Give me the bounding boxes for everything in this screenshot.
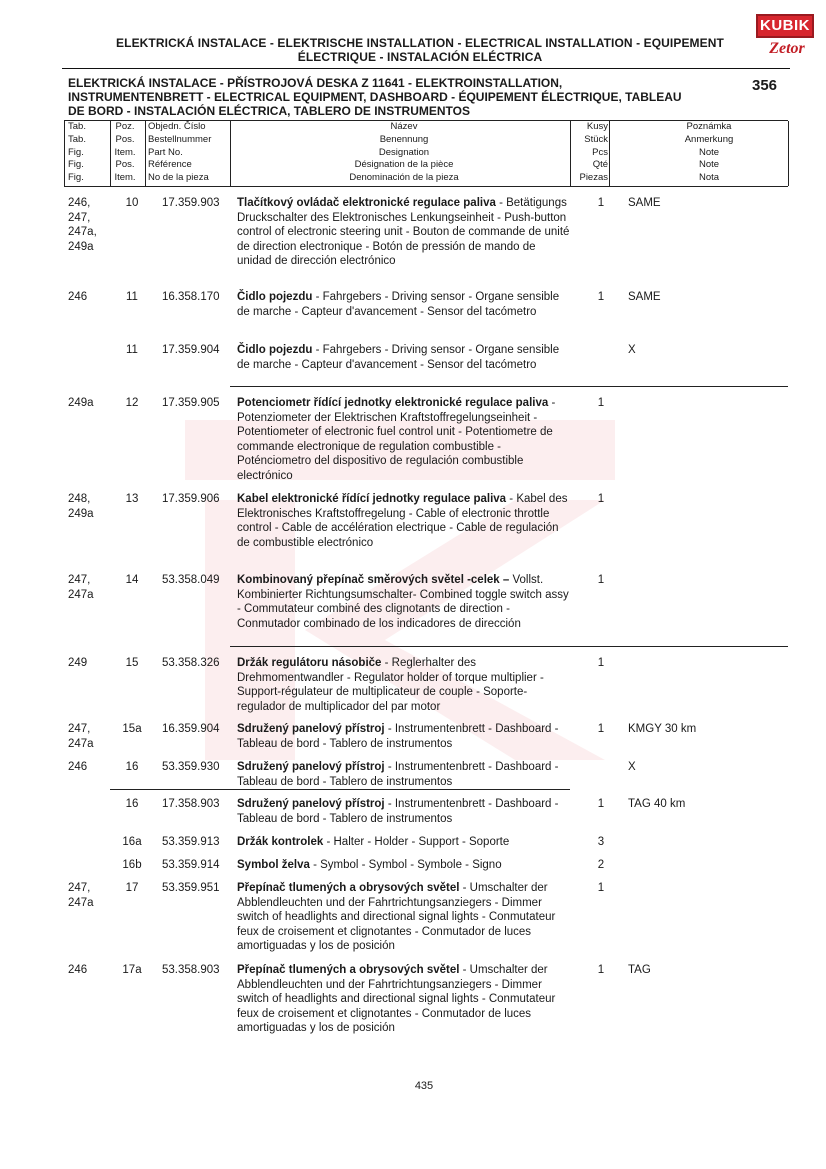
row-description-translations: - Kabel des Elektronisches Kraftstoffregelung - Cable of electronic throttle control - Cable de accélération electrique - Cable de regulación de combustible electrónico (237, 493, 568, 549)
column-header-fig (68, 121, 86, 185)
column-header-name-line: Název (390, 121, 418, 132)
row-description-czech: Tlačítkový ovládač elektronické regulace paliva (237, 197, 496, 209)
column-header-pos-line: Item. (114, 146, 136, 158)
row-part-number: 53.358.326 (162, 657, 220, 669)
column-header-note-line: Nota (698, 172, 720, 184)
row-description (237, 492, 573, 550)
row-position: 16a (122, 836, 142, 848)
kubik-zetor-logo (756, 14, 814, 64)
column-header-pos-line: Item. (114, 172, 136, 184)
section-title-line-2: INSTRUMENTENBRETT - ELECTRICAL EQUIPMENT, DASHBOARD - ÉQUIPEMENT ÉLECTRIQUE, TABLEAU (68, 90, 682, 104)
header-divider (62, 68, 790, 69)
row-fig: 247, 247a (68, 574, 94, 601)
column-header-name-line: Designation (378, 146, 430, 158)
row-part-number: 53.358.049 (162, 574, 220, 586)
kubik-logo: KUBIK (756, 14, 814, 38)
row-position: 14 (125, 574, 139, 586)
table-header-bottom-rule (64, 186, 788, 187)
row-note: KMGY 30 km (628, 723, 697, 735)
row-fig: 246 (68, 964, 88, 976)
row-description-translations: - Symbol - Symbol - Symbole - Signo (309, 859, 502, 871)
column-header-name-line: Denominación de la pieza (349, 172, 459, 184)
column-header-name-line: Benennung (379, 133, 429, 145)
row-description (237, 656, 573, 714)
column-header-note-line: Note (698, 159, 720, 171)
row-part-number: 17.359.903 (162, 197, 220, 209)
row-description-translations: - Betätigungs Druckschalter des Elektronisches Lenkungseinheit - Push-button control of electronic steering unit - Bouton de commande de unité de direction electronique - Botón de pressión de mando de unidad de dirección electrónico (237, 197, 570, 268)
column-header-name (234, 121, 574, 185)
row-description (237, 722, 573, 751)
row-part-number: 53.359.951 (162, 882, 220, 894)
row-description-czech: Potenciometr řídící jednotky elektronické regulace paliva (237, 397, 549, 409)
row-position: 15 (125, 657, 139, 669)
row-position: 16b (122, 859, 142, 871)
row-quantity: 1 (597, 197, 605, 209)
row-quantity: 1 (597, 493, 605, 505)
column-header-pos-line: Poz. (115, 121, 135, 132)
row-description-translations: - Fahrgebers - Driving sensor - Organe sensible de marche - Capteur d'avancement - Sensor del tacómetro (237, 291, 560, 318)
row-description (237, 881, 573, 954)
row-part-number: 16.359.904 (162, 723, 220, 735)
row-description-czech: Sdružený panelový přístroj (237, 761, 385, 773)
document-header (60, 36, 780, 64)
row-description-czech: Držák kontrolek (237, 836, 324, 848)
row-description (237, 797, 573, 826)
row-part-number: 17.359.905 (162, 397, 220, 409)
row-fig: 246 (68, 291, 88, 303)
column-header-part-line: Part No. (148, 146, 183, 158)
row-fig: 246, 247, 247a, 249a (68, 197, 97, 253)
row-description (237, 858, 573, 873)
row-description-czech: Sdružený panelový přístroj (237, 798, 385, 810)
column-header-fig-line: Tab. (68, 121, 86, 132)
row-position: 16 (125, 798, 139, 810)
section-title (68, 76, 748, 118)
column-header-note-line: Anmerkung (684, 133, 734, 145)
group-separator (230, 386, 788, 387)
section-title-line-3: DE BORD - INSTALACIÓN ELÉCTRICA, TABLERO DE INSTRUMENTOS (68, 104, 470, 118)
row-description-czech: Kabel elektronické řídící jednotky regulace paliva (237, 493, 507, 505)
row-quantity: 1 (597, 964, 605, 976)
row-fig: 249 (68, 657, 88, 669)
column-header-fig-line: Fig. (68, 146, 84, 158)
row-position: 17a (122, 964, 142, 976)
header-line-1: ELEKTRICKÁ INSTALACE - ELEKTRISCHE INSTALLATION - ELECTRICAL INSTALLATION - EQUIPEMENT (116, 36, 724, 50)
row-description-translations: - Potenziometer der Elektrischen Kraftstoffregelungseinheit - Potentiometer of electronic fuel control unit - Potentiometre de commande electronique de regulation combustible - Poténciometro del dispositivo de regulación combustible electrónico (237, 397, 556, 482)
row-position: 11 (126, 291, 138, 303)
row-quantity: 1 (597, 397, 605, 409)
row-description (237, 963, 573, 1036)
column-header-name-line: Désignation de la pièce (354, 159, 454, 171)
row-description-translations: Vollst. Kombinierter Richtungsumschalter- Combined toggle switch assy - Commutateur combiné des clignotants de direction - Conmutador combinado de los indicadores de dirección (237, 574, 569, 630)
row-position: 13 (125, 493, 139, 505)
row-quantity: 1 (597, 291, 605, 303)
row-quantity: 2 (597, 859, 605, 871)
column-header-qty (568, 121, 608, 185)
row-description-czech: Symbol želva (237, 859, 310, 871)
row-description (237, 573, 573, 631)
row-description-czech: Držák regulátoru násobiče (237, 657, 382, 669)
column-header-pos (112, 121, 138, 185)
row-description (237, 196, 573, 269)
row-note: TAG (628, 964, 651, 976)
header-line-2: ÉLECTRIQUE - INSTALACIÓN ELÉCTRICA (297, 50, 543, 64)
row-description-czech: Kombinovaný přepínač směrových světel -celek – (237, 574, 510, 586)
column-header-qty-line: Pcs (592, 146, 608, 158)
row-description-translations: - Fahrgebers - Driving sensor - Organe sensible de marche - Capteur d'avancement - Sensor del tacómetro (237, 344, 560, 371)
row-quantity: 1 (597, 882, 605, 894)
row-description-czech: Sdružený panelový přístroj (237, 723, 385, 735)
row-description-translations: - Instrumentenbrett - Dashboard - Tableau de bord - Tablero de instrumentos (237, 798, 559, 825)
row-part-number: 16.358.170 (162, 291, 220, 303)
column-header-note-line: Poznámka (686, 121, 732, 132)
row-description (237, 396, 573, 484)
row-part-number: 17.358.903 (162, 798, 220, 810)
row-description-czech: Přepínač tlumených a obrysových světel (237, 964, 460, 976)
row-description-translations: - Halter - Holder - Support - Soporte (323, 836, 510, 848)
column-header-fig-line: Tab. (68, 133, 86, 145)
row-description (237, 343, 573, 372)
row-fig: 249a (68, 397, 94, 409)
row-description (237, 290, 573, 319)
column-header-qty-line: Piezas (579, 172, 608, 184)
row-fig: 247, 247a (68, 882, 94, 909)
row-description-czech: Čidlo pojezdu (237, 291, 313, 303)
row-description-czech: Čidlo pojezdu (237, 344, 313, 356)
row-description (237, 835, 573, 850)
group-separator (230, 646, 788, 647)
column-header-fig-line: Fig. (68, 159, 84, 171)
row-position: 12 (125, 397, 139, 409)
col-divider (788, 121, 789, 186)
row-description-translations: - Umschalter der Abblendleuchten und der Fahrtrichtungsanziegers - Dimmer switch of headlights and directional signal lights - Conmutateur feux de croisement et clignotantes - Conmutador de luces amortiguadas y los de posición (237, 882, 556, 953)
column-header-pos-line: Pos. (115, 133, 135, 145)
row-position: 10 (125, 197, 139, 209)
section-title-line-1: ELEKTRICKÁ INSTALACE - PŘÍSTROJOVÁ DESKA Z 11641 - ELEKTROINSTALLATION, (68, 76, 563, 90)
column-header-part-line: Objedn. Číslo (148, 121, 206, 132)
column-header-qty-line: Kusy (586, 121, 608, 132)
row-note: SAME (628, 291, 661, 303)
row-part-number: 53.359.913 (162, 836, 220, 848)
row-quantity: 1 (597, 723, 605, 735)
row-quantity: 1 (597, 574, 605, 586)
table-column-header (64, 121, 788, 186)
row-note: X (628, 344, 636, 356)
row-quantity: 3 (597, 836, 605, 848)
row-position: 16 (125, 761, 139, 773)
row-note: SAME (628, 197, 661, 209)
row-quantity: 1 (597, 798, 605, 810)
row-description-translations: - Instrumentenbrett - Dashboard - Tableau de bord - Tablero de instrumentos (237, 723, 559, 750)
column-header-qty-line: Stück (584, 133, 608, 145)
row-position: 17 (125, 882, 139, 894)
row-part-number: 17.359.906 (162, 493, 220, 505)
column-header-fig-line: Fig. (68, 172, 84, 184)
row-description-translations: - Instrumentenbrett - Dashboard - Tableau de bord - Tablero de instrumentos (237, 761, 559, 788)
row-description-czech: Přepínač tlumených a obrysových světel (237, 882, 460, 894)
row-fig: 248, 249a (68, 493, 94, 520)
column-header-part-no (148, 121, 211, 185)
column-header-part-line: Bestellnummer (148, 133, 212, 145)
page-footer-number: 435 (414, 1080, 434, 1092)
zetor-logo: Zetor (769, 40, 805, 57)
row-description-translations: - Umschalter der Abblendleuchten und der Fahrtrichtungsanziegers - Dimmer switch of headlights and directional signal lights - Conmutateur feux de croisement et clignotantes - Conmutador de luces amortiguadas y los de posición (237, 964, 556, 1035)
column-header-part-line: No de la pieza (148, 172, 209, 184)
column-header-part-line: Référence (148, 159, 192, 171)
column-header-qty-line: Qté (592, 159, 608, 171)
row-position: 15a (122, 723, 142, 735)
section-page-number: 356 (752, 77, 778, 94)
row-part-number: 53.359.914 (162, 859, 220, 871)
row-fig: 246 (68, 761, 88, 773)
row-note: X (628, 761, 636, 773)
row-part-number: 53.359.930 (162, 761, 220, 773)
row-fig: 247, 247a (68, 723, 94, 750)
column-header-pos-line: Pos. (115, 159, 135, 171)
column-header-note (634, 121, 784, 185)
row-note: TAG 40 km (628, 798, 686, 810)
row-description (237, 760, 573, 789)
row-part-number: 17.359.904 (162, 344, 220, 356)
row-part-number: 53.358.903 (162, 964, 220, 976)
row-position: 11 (126, 344, 138, 356)
column-header-note-line: Note (698, 146, 720, 158)
row-quantity: 1 (597, 657, 605, 669)
row-description-translations: - Reglerhalter des Drehmomentwandler - Regulator holder of torque multiplier - Support-régulateur de multiplicateur de couple - Soporte-regulador de multiplicador del par motor (237, 657, 544, 713)
